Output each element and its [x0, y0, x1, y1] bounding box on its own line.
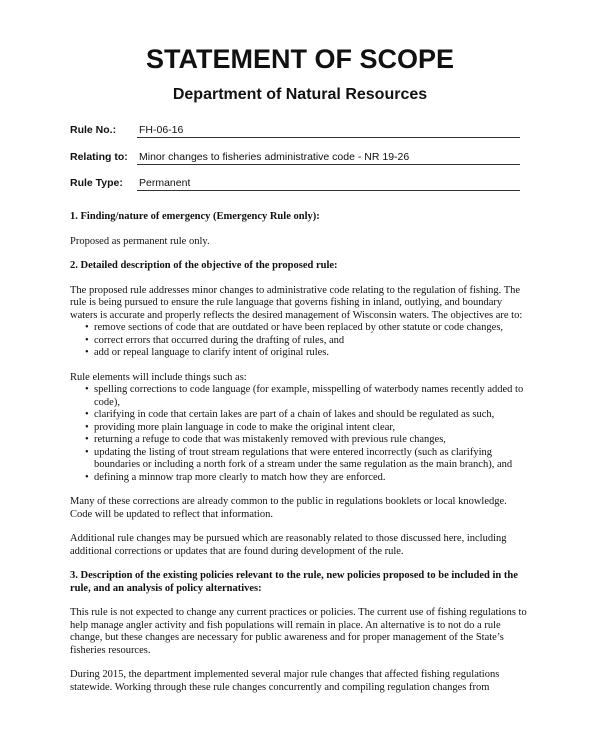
elements-intro: Rule elements will include things such as: [70, 371, 247, 383]
section3-paragraph1: This rule is not expected to change any current practices or policies. The current use of fishing regulations to help manage angler activity and fish populations will remain in place. An alternative is to not do a rule change, but these changes are necessary for public awareness and for proper management of the State’s fisheries resources. [70, 607, 527, 656]
rule-no-field [70, 124, 520, 140]
relating-to-field [70, 151, 520, 167]
list-item: • remove sections of code that are outdated or have been replaced by other statute or code changes, [94, 322, 530, 335]
rule-type-value: Permanent [137, 177, 520, 191]
list-item: • updating the listing of trout stream regulations that were entered incorrectly (such as clarifying boundaries or including a north fork of a stream under the same regulation as the main branch), and [94, 447, 530, 472]
section3-paragraph2: During 2015, the department implemented several major rule changes that affected fishing regulations statewide. Working through these rule changes concurrently and compiling regulation changes from [70, 669, 500, 693]
section2-intro: The proposed rule addresses minor changes to administrative code relating to the regulation of fishing. The rule is being pursued to ensure the rule language that governs fishing in inland, outlying, and boundary waters is accurate and properly reflects the desired management of Wisconsin waters. The objectives are to: [70, 284, 523, 321]
list-item: • clarifying in code that certain lakes are part of a chain of lakes and should be regulated as such, [94, 409, 530, 422]
document-body [70, 211, 530, 694]
document-subtitle: Department of Natural Resources [172, 86, 428, 103]
section1-text: Proposed as permanent rule only. [70, 235, 210, 247]
paragraph-common: Many of these corrections are already common to the public in regulations booklets or local knowledge. Code will be updated to reflect that information. [70, 496, 507, 520]
paragraph-additional: Additional rule changes may be pursued which are reasonably related to those discussed here, including additional corrections or updates that are found during development of the rule. [70, 533, 507, 557]
rule-type-label: Rule Type: [70, 177, 123, 189]
objectives-list [70, 322, 530, 360]
list-item: • add or repeal language to clarify intent of original rules. [94, 347, 530, 360]
section3-heading: 3. Description of the existing policies relevant to the rule, new policies proposed to be included in the rule, and an analysis of policy alternatives: [70, 570, 518, 594]
rule-type-field [70, 177, 520, 193]
relating-to-value: Minor changes to fisheries administrative code - NR 19-26 [137, 151, 520, 165]
elements-list [70, 384, 530, 484]
list-item: • correct errors that occurred during the drafting of rules, and [94, 335, 530, 348]
list-item: • spelling corrections to code language (for example, misspelling of waterbody names recently added to code), [94, 384, 530, 409]
rule-no-label: Rule No.: [70, 124, 117, 136]
list-item: • defining a minnow trap more clearly to match how they are enforced. [94, 472, 530, 485]
relating-to-label: Relating to: [70, 151, 128, 163]
list-item: • returning a refuge to code that was mistakenly removed with previous rule changes, [94, 434, 530, 447]
rule-no-value: FH-06-16 [137, 124, 520, 138]
list-item: • providing more plain language in code to make the original intent clear, [94, 422, 530, 435]
section1-heading: 1. Finding/nature of emergency (Emergency Rule only): [70, 211, 320, 222]
section2-heading: 2. Detailed description of the objective of the proposed rule: [70, 260, 338, 271]
document-title: STATEMENT OF SCOPE [145, 44, 454, 74]
